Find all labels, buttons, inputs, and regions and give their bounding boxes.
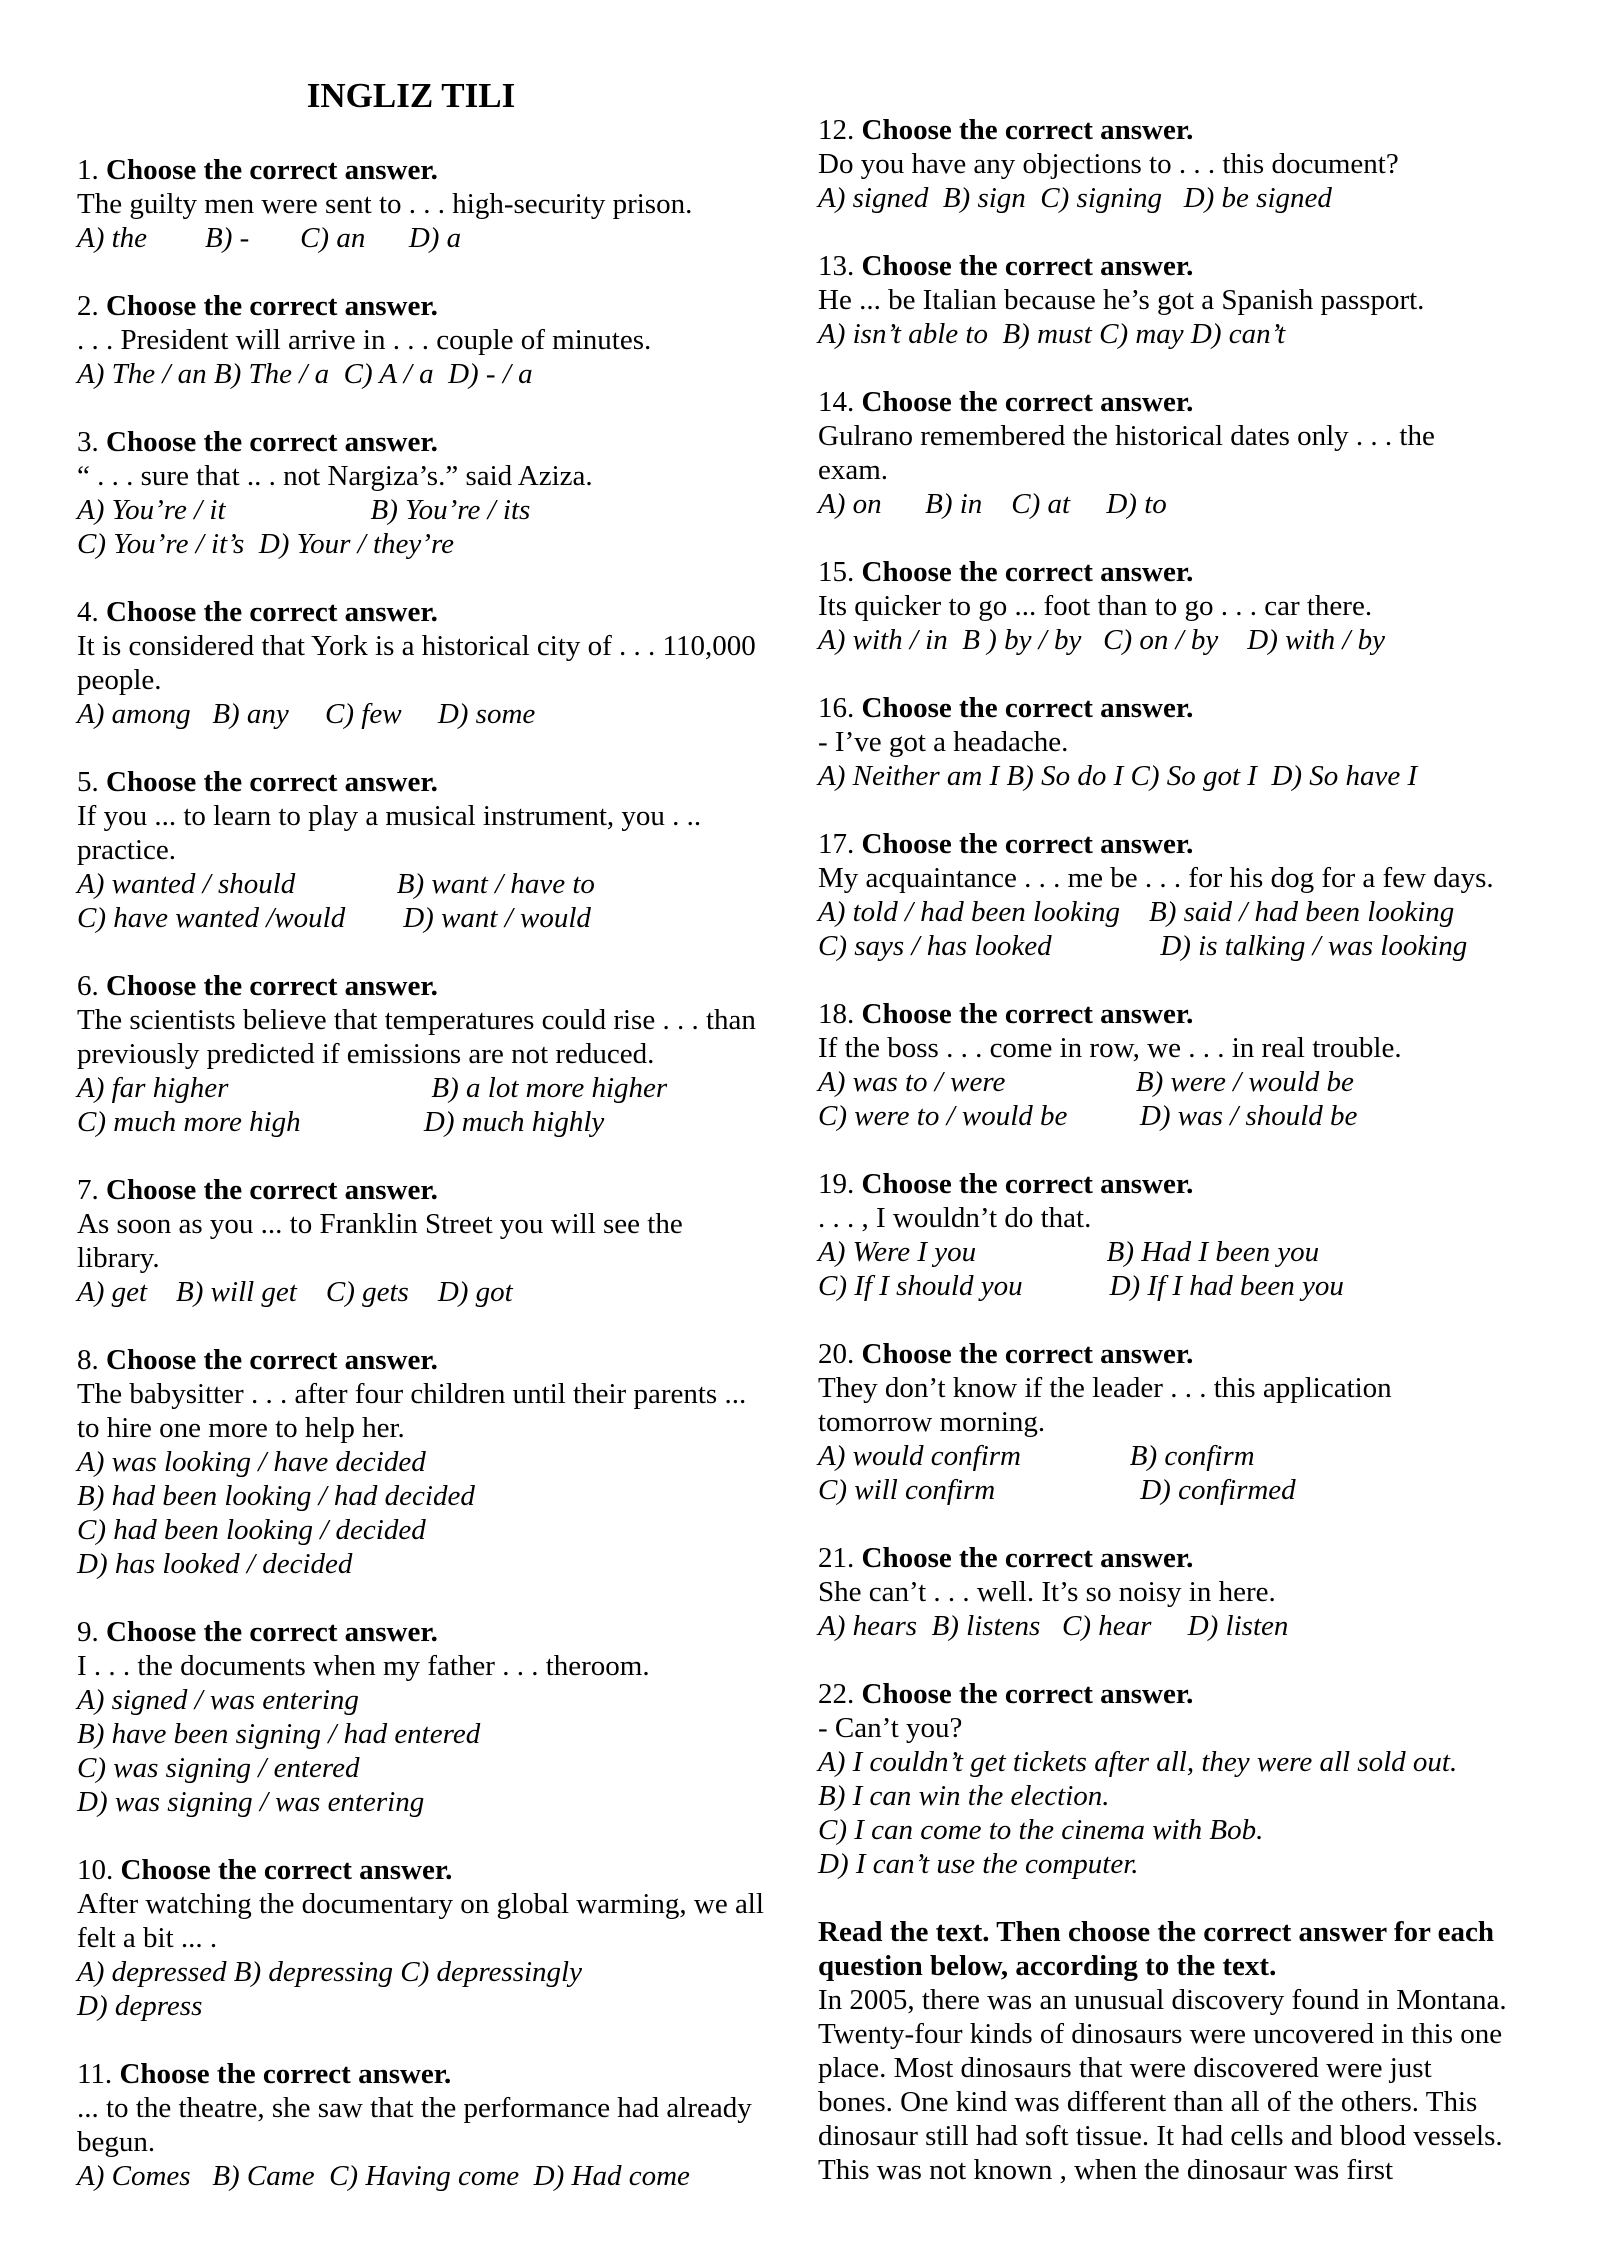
question-21-header <box>818 1541 1578 1575</box>
question-3 <box>77 425 767 561</box>
question-10-text-line: felt a bit ... . <box>77 1922 218 1954</box>
question-12-title: Choose the correct answer. <box>861 114 1194 146</box>
question-10-option-line: D) depress <box>77 1990 203 2022</box>
question-2 <box>77 289 767 391</box>
question-4-text-line: people. <box>77 664 162 696</box>
question-6 <box>77 969 767 1139</box>
question-5-number: 5. <box>77 766 106 798</box>
question-8-number: 8. <box>77 1344 106 1376</box>
question-3-text-line: “ . . . sure that .. . not Nargiza’s.” said Aziza. <box>77 460 593 492</box>
question-15-text-line: Its quicker to go ... foot than to go . . . car there. <box>818 590 1373 622</box>
question-4-title: Choose the correct answer. <box>106 596 438 628</box>
question-17-title: Choose the correct answer. <box>861 828 1194 860</box>
question-22-option-line: D) I can’t use the computer. <box>818 1848 1139 1880</box>
question-1 <box>77 153 767 255</box>
question-10-text-line: After watching the documentary on global warming, we all <box>77 1888 764 1920</box>
right-column <box>818 113 1578 2187</box>
question-20 <box>818 1337 1578 1507</box>
question-21-text-line: She can’t . . . well. It’s so noisy in here. <box>818 1576 1276 1608</box>
question-6-option-line: A) far higher B) a lot more higher <box>77 1072 668 1104</box>
question-19 <box>818 1167 1578 1303</box>
question-6-header <box>77 969 767 1003</box>
question-20-number: 20. <box>818 1338 862 1370</box>
question-7-header <box>77 1173 767 1207</box>
question-10 <box>77 1853 767 2023</box>
question-5-header <box>77 765 767 799</box>
question-13-text-line: He ... be Italian because he’s got a Spanish passport. <box>818 284 1425 316</box>
question-16 <box>818 691 1578 793</box>
question-4-text-line: It is considered that York is a historical city of . . . 110,000 <box>77 630 756 662</box>
question-12-number: 12. <box>818 114 862 146</box>
question-9-text-line: I . . . the documents when my father . . . theroom. <box>77 1650 650 1682</box>
question-20-option-line: A) would confirm B) confirm <box>818 1440 1255 1472</box>
question-13-title: Choose the correct answer. <box>861 250 1194 282</box>
question-21-option-line: A) hears B) listens C) hear D) listen <box>818 1610 1289 1642</box>
question-14-title: Choose the correct answer. <box>861 386 1194 418</box>
question-11-number: 11. <box>77 2058 120 2090</box>
question-4-number: 4. <box>77 596 106 628</box>
reading-text-line: This was not known , when the dinosaur was first <box>818 2154 1394 2186</box>
question-2-text-line: . . . President will arrive in . . . couple of minutes. <box>77 324 652 356</box>
question-7-text-line: library. <box>77 1242 160 1274</box>
question-16-text-line: - I’ve got a headache. <box>818 726 1069 758</box>
reading-instruction-line: Read the text. Then choose the correct answer for each <box>818 1916 1494 1948</box>
question-11-text-line: ... to the theatre, she saw that the performance had already <box>77 2092 752 2124</box>
question-4 <box>77 595 767 731</box>
question-15-option-line: A) with / in B ) by / by C) on / by D) with / by <box>818 624 1386 656</box>
question-2-option-line: A) The / an B) The / a C) A / a D) - / a <box>77 358 533 390</box>
question-21 <box>818 1541 1578 1643</box>
question-22-number: 22. <box>818 1678 862 1710</box>
question-14-option-line: A) on B) in C) at D) to <box>818 488 1167 520</box>
question-16-header <box>818 691 1578 725</box>
question-12 <box>818 113 1578 215</box>
question-5-text-line: practice. <box>77 834 177 866</box>
question-18-option-line: A) was to / were B) were / would be <box>818 1066 1354 1098</box>
question-12-header <box>818 113 1578 147</box>
question-16-number: 16. <box>818 692 862 724</box>
question-5-text-line: If you ... to learn to play a musical instrument, you . .. <box>77 800 702 832</box>
question-4-header <box>77 595 767 629</box>
question-17-text-line: My acquaintance . . . me be . . . for his dog for a few days. <box>818 862 1494 894</box>
question-1-option-line: A) the B) - C) an D) a <box>77 222 462 254</box>
question-19-option-line: C) If I should you D) If I had been you <box>818 1270 1344 1302</box>
question-8-option-line: C) had been looking / decided <box>77 1514 426 1546</box>
question-11-text-line: begun. <box>77 2126 156 2158</box>
question-14 <box>818 385 1578 521</box>
question-11 <box>77 2057 767 2193</box>
question-10-number: 10. <box>77 1854 121 1886</box>
question-2-title: Choose the correct answer. <box>106 290 438 322</box>
question-14-text-line: Gulrano remembered the historical dates only . . . the <box>818 420 1435 452</box>
question-19-text-line: . . . , I wouldn’t do that. <box>818 1202 1092 1234</box>
question-7 <box>77 1173 767 1309</box>
question-15 <box>818 555 1578 657</box>
question-18-title: Choose the correct answer. <box>861 998 1194 1030</box>
question-6-text-line: previously predicted if emissions are not reduced. <box>77 1038 655 1070</box>
question-2-header <box>77 289 767 323</box>
question-8-text-line: to hire one more to help her. <box>77 1412 405 1444</box>
question-13-header <box>818 249 1578 283</box>
question-6-option-line: C) much more high D) much highly <box>77 1106 605 1138</box>
question-18-number: 18. <box>818 998 862 1030</box>
question-19-number: 19. <box>818 1168 862 1200</box>
question-11-title: Choose the correct answer. <box>119 2058 452 2090</box>
question-3-option-line: A) You’re / it B) You’re / its <box>77 494 531 526</box>
reading-text-line: place. Most dinosaurs that were discovered were just <box>818 2052 1432 2084</box>
left-column <box>77 78 767 2227</box>
question-1-number: 1. <box>77 154 106 186</box>
question-17 <box>818 827 1578 963</box>
question-4-option-line: A) among B) any C) few D) some <box>77 698 536 730</box>
question-7-text-line: As soon as you ... to Franklin Street you will see the <box>77 1208 683 1240</box>
question-8-option-line: A) was looking / have decided <box>77 1446 426 1478</box>
question-5 <box>77 765 767 935</box>
question-20-option-line: C) will confirm D) confirmed <box>818 1474 1296 1506</box>
question-21-number: 21. <box>818 1542 862 1574</box>
question-8-header <box>77 1343 767 1377</box>
question-12-text-line: Do you have any objections to . . . this document? <box>818 148 1399 180</box>
question-14-number: 14. <box>818 386 862 418</box>
question-18 <box>818 997 1578 1133</box>
question-20-header <box>818 1337 1578 1371</box>
question-10-title: Choose the correct answer. <box>120 1854 453 1886</box>
question-9-header <box>77 1615 767 1649</box>
question-8-option-line: D) has looked / decided <box>77 1548 353 1580</box>
question-20-text-line: tomorrow morning. <box>818 1406 1046 1438</box>
question-13-number: 13. <box>818 250 862 282</box>
question-17-number: 17. <box>818 828 862 860</box>
question-22-option-line: B) I can win the election. <box>818 1780 1110 1812</box>
question-17-option-line: C) says / has looked D) is talking / was looking <box>818 930 1468 962</box>
question-9-number: 9. <box>77 1616 106 1648</box>
question-21-title: Choose the correct answer. <box>861 1542 1194 1574</box>
question-3-header <box>77 425 767 459</box>
reading-text-line: dinosaur still had soft tissue. It had cells and blood vessels. <box>818 2120 1503 2152</box>
question-1-header <box>77 153 767 187</box>
question-17-option-line: A) told / had been looking B) said / had been looking <box>818 896 1455 928</box>
reading-section <box>818 1915 1578 2187</box>
question-18-text-line: If the boss . . . come in row, we . . . in real trouble. <box>818 1032 1402 1064</box>
reading-text-line: In 2005, there was an unusual discovery found in Montana. <box>818 1984 1507 2016</box>
question-22-text-line: - Can’t you? <box>818 1712 963 1744</box>
question-13-option-line: A) isn’t able to B) must C) may D) can’t <box>818 318 1286 350</box>
question-22-header <box>818 1677 1578 1711</box>
question-20-text-line: They don’t know if the leader . . . this application <box>818 1372 1392 1404</box>
question-10-option-line: A) depressed B) depressing C) depressingly <box>77 1956 582 1988</box>
question-20-title: Choose the correct answer. <box>861 1338 1194 1370</box>
question-13 <box>818 249 1578 351</box>
question-8-title: Choose the correct answer. <box>106 1344 438 1376</box>
question-7-title: Choose the correct answer. <box>106 1174 438 1206</box>
question-22-option-line: C) I can come to the cinema with Bob. <box>818 1814 1264 1846</box>
question-19-title: Choose the correct answer. <box>861 1168 1194 1200</box>
question-9-title: Choose the correct answer. <box>106 1616 438 1648</box>
reading-instruction-line: question below, according to the text. <box>818 1950 1277 1982</box>
question-22-title: Choose the correct answer. <box>861 1678 1194 1710</box>
question-15-title: Choose the correct answer. <box>861 556 1194 588</box>
question-10-header <box>77 1853 767 1887</box>
question-9-option-line: C) was signing / entered <box>77 1752 360 1784</box>
reading-text-line: Twenty-four kinds of dinosaurs were uncovered in this one <box>818 2018 1503 2050</box>
page-title: INGLIZ TILI <box>306 76 516 115</box>
question-22 <box>818 1677 1578 1881</box>
question-12-option-line: A) signed B) sign C) signing D) be signed <box>818 182 1332 214</box>
question-1-text-line: The guilty men were sent to . . . high-security prison. <box>77 188 693 220</box>
question-8 <box>77 1343 767 1581</box>
question-17-header <box>818 827 1578 861</box>
question-3-option-line: C) You’re / it’s D) Your / they’re <box>77 528 455 560</box>
question-15-number: 15. <box>818 556 862 588</box>
question-18-header <box>818 997 1578 1031</box>
question-3-title: Choose the correct answer. <box>106 426 438 458</box>
question-9-option-line: B) have been signing / had entered <box>77 1718 481 1750</box>
question-16-option-line: A) Neither am I B) So do I C) So got I D) So have I <box>818 760 1418 792</box>
question-11-header <box>77 2057 767 2091</box>
question-14-header <box>818 385 1578 419</box>
reading-text-line: bones. One kind was different than all of the others. This <box>818 2086 1478 2118</box>
question-8-text-line: The babysitter . . . after four children until their parents ... <box>77 1378 747 1410</box>
question-9-option-line: A) signed / was entering <box>77 1684 359 1716</box>
question-9-option-line: D) was signing / was entering <box>77 1786 425 1818</box>
question-18-option-line: C) were to / would be D) was / should be <box>818 1100 1358 1132</box>
question-15-header <box>818 555 1578 589</box>
question-6-text-line: The scientists believe that temperatures could rise . . . than <box>77 1004 756 1036</box>
question-8-option-line: B) had been looking / had decided <box>77 1480 475 1512</box>
question-14-text-line: exam. <box>818 454 889 486</box>
question-5-option-line: A) wanted / should B) want / have to <box>77 868 595 900</box>
question-1-title: Choose the correct answer. <box>106 154 438 186</box>
question-7-option-line: A) get B) will get C) gets D) got <box>77 1276 513 1308</box>
question-9 <box>77 1615 767 1819</box>
question-6-title: Choose the correct answer. <box>106 970 438 1002</box>
question-22-option-line: A) I couldn’t get tickets after all, they were all sold out. <box>818 1746 1458 1778</box>
question-7-number: 7. <box>77 1174 106 1206</box>
question-16-title: Choose the correct answer. <box>861 692 1194 724</box>
question-2-number: 2. <box>77 290 106 322</box>
question-6-number: 6. <box>77 970 106 1002</box>
question-19-option-line: A) Were I you B) Had I been you <box>818 1236 1320 1268</box>
question-3-number: 3. <box>77 426 106 458</box>
question-19-header <box>818 1167 1578 1201</box>
question-5-option-line: C) have wanted /would D) want / would <box>77 902 591 934</box>
question-11-option-line: A) Comes B) Came C) Having come D) Had come <box>77 2160 690 2192</box>
question-5-title: Choose the correct answer. <box>106 766 438 798</box>
